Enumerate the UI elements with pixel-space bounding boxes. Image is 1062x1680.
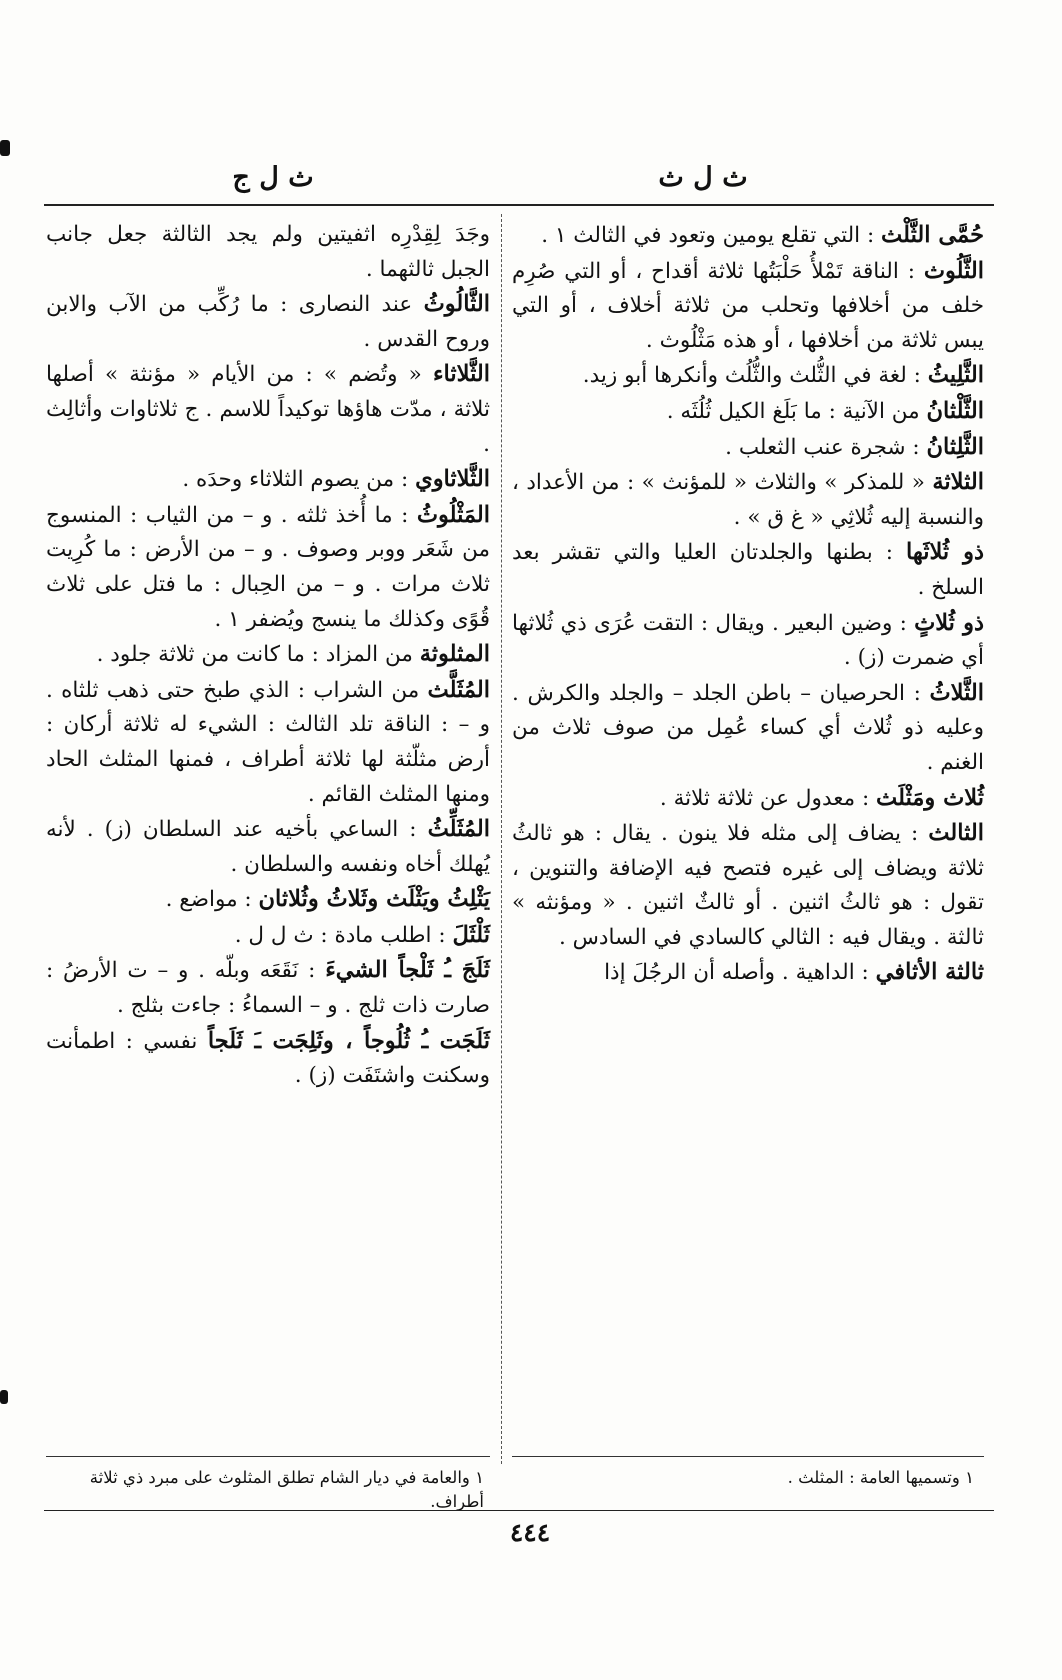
- entry-definition: : الساعي بأخيه عند السلطان (ز) . لأنه يُهلك أخاه ونفسه والسلطان .: [46, 817, 490, 877]
- entry-definition: : اطلب مادة : ث ل ل .: [234, 922, 446, 948]
- dictionary-entry: [512, 955, 984, 991]
- entry-definition: من الشراب : الذي طبخ حتى ذهب ثلثاه . و – : الناقة تلد الثالث : الشيء له ثلاثة أركان : أرض مثلّثة لها ثلاثة أطراف ، فمنها المثلث الحاد ومنها المثلث القائم .: [46, 677, 490, 807]
- entry-definition: : وضين البعير . ويقال : التقت عُرَى ذي ثُلاثها أي ضمرت (ز) .: [512, 610, 984, 671]
- entry-definition: من المزاد : ما كانت من ثلاثة جلود .: [96, 642, 413, 668]
- entry-headword: الثَّلاثاء: [432, 361, 490, 388]
- entry-headword: المَثْلُوثُ: [416, 501, 490, 528]
- dictionary-entry: [512, 781, 984, 817]
- entry-headword: الثالث: [928, 820, 984, 847]
- entry-headword: الثَّالُوثُ: [423, 291, 490, 318]
- dictionary-entry: [46, 287, 490, 357]
- dictionary-entry: [46, 498, 490, 637]
- dictionary-entry: [512, 816, 984, 955]
- entry-definition: « وتُضم » : من الأيام « مؤنثة » أصلها ثلاثة ، مدّت هاؤها توكيداً للاسم . ج ثلاثاوات وأثالِث .: [46, 362, 490, 457]
- entry-headword: الثَّلِيثُ: [927, 362, 984, 389]
- dictionary-entry: [46, 1024, 490, 1094]
- entry-headword: الثَّلاثُ: [929, 679, 984, 706]
- entry-headword: الثَّلاثاوي: [415, 466, 490, 493]
- entry-headword: الثَّلُوث: [923, 257, 985, 284]
- dictionary-entry: [512, 218, 984, 254]
- entry-definition: : نَقَعَه وبلّه . و – ت الأرضُ : صارت ذات ثلج . و – السماءُ : جاءت بثلج .: [46, 958, 490, 1019]
- dictionary-entry: [46, 218, 490, 287]
- entry-headword: المثلوثة: [419, 641, 490, 668]
- entry-definition: وجَدَ لِقِدْرِه اثفيتين ولم يجد الثالثة جعل جانب الجبل ثالثهما .: [46, 222, 490, 282]
- dictionary-entry: [512, 606, 984, 676]
- entry-headword: المُثَلَّث: [427, 676, 490, 703]
- dictionary-entry: [46, 953, 490, 1023]
- dictionary-entry: [46, 918, 490, 954]
- page-number: ٤٤٤: [509, 1518, 551, 1547]
- footnote-rule-right: [512, 1456, 984, 1457]
- dictionary-entry: [46, 637, 490, 673]
- entry-headword: ثالثة الأثافي: [875, 959, 984, 986]
- dictionary-entry: [512, 465, 984, 535]
- header-rule: [44, 204, 994, 206]
- entry-headword: الثَّلِثانُ: [926, 433, 984, 460]
- entry-definition: : لغة في الثُّلث والثُّلُث وأنكرها أبو زيد.: [582, 363, 921, 389]
- dictionary-entry: [512, 535, 984, 605]
- entry-headword: ثُلاث ومَثْلَث: [876, 784, 984, 811]
- entry-definition: : الحرصيان – باطن الجلد – والجلد والكرش . وعليه ذو ثُلاث أي كساء عُمِل من صوف ثلاث من الغنم .: [512, 680, 984, 775]
- entry-definition: عند النصارى : ما رُكِّب من الآب والابن وروح القدس .: [46, 292, 490, 352]
- dictionary-entry: [46, 882, 490, 918]
- entry-definition: : مواضع .: [165, 887, 252, 913]
- dictionary-entry: [46, 812, 490, 882]
- entry-definition: : بطنها والجلدتان العليا والتي تقشر بعد السلخ .: [512, 540, 984, 600]
- column-divider: [501, 214, 502, 1464]
- entry-headword: الثلاثة: [932, 469, 984, 496]
- entry-definition: « للمذكر » والثلاث « للمؤنث » : من الأعداد ، والنسبة إليه ثُلاثِي « غ ق » .: [512, 470, 984, 530]
- right-column-root-heading: ث ل ث: [658, 162, 748, 193]
- dictionary-entry: [46, 673, 490, 812]
- entry-definition: : من يصوم الثلاثاء وحدَه .: [182, 467, 409, 493]
- scan-mark: [0, 140, 10, 156]
- entry-headword: المُثَلِّثُ: [427, 816, 491, 843]
- entry-definition: : الناقة تَمْلأُ حَلْبَتُها ثلاثة أقداح ، أو التي صُرِم خلف من أخلافها وتحلب من ثلاثة أخلاف ، أو التي يبس ثلاثة من أخلافها ، أو هذه مَثْلُوث .: [512, 258, 984, 353]
- footnote-rule-left: [46, 1456, 490, 1457]
- entry-headword: ذو ثُلاثٍ: [914, 609, 985, 636]
- entry-definition: : ما أُخذ ثلثه . و – من الثياب : المنسوج من شَعَر ووبر وصوف . و – من الأرض : ما كُرِيت ثلاث مرات . و – من الحِبال : ما فتل على ثلاث قُوًى وكذلك ما ينسج ويُضفر ١ .: [46, 502, 490, 632]
- entry-definition: : التي تقلع يومين وتعود في الثالث ١ .: [541, 223, 875, 248]
- dictionary-entry: [46, 462, 490, 498]
- left-column: [46, 218, 490, 1094]
- entry-definition: : معدول عن ثلاثة ثلاثة .: [659, 785, 870, 811]
- entry-headword: الثَّلْثانُ: [926, 397, 984, 424]
- left-column-root-heading: ث ل ج: [232, 162, 314, 193]
- entry-definition: : يضاف إلى مثله فلا ينون . يقال : هو ثالثُ ثلاثة ويضاف إلى غيره فتصح فيه الإضافة والتنوين ، تقول : هو ثالثُ اثنين . أو ثالثٌ اثنين . « ومؤنثه » ثالثة . ويقال فيه : الثالي كالسادي في السادس .: [512, 821, 984, 950]
- dictionary-entry: [512, 358, 984, 394]
- right-column: [512, 218, 984, 991]
- dictionary-entry: [512, 394, 984, 430]
- dictionary-entry: [512, 676, 984, 781]
- entry-definition: نفسي : اطمأنت وسكنت واشتَفَت (ز) .: [46, 1028, 490, 1089]
- footnote-right: ١ وتسميها العامة : المثلث .: [787, 1468, 974, 1487]
- dictionary-entry: [46, 357, 490, 462]
- entry-headword: حُمَّى الثَّلْث: [881, 222, 984, 248]
- entry-definition: : شجرة عنب الثعلب .: [725, 434, 920, 460]
- entry-definition: : الداهية . وأصله أن الرجُلَ إذا: [604, 960, 869, 986]
- scan-mark: [0, 1390, 8, 1404]
- entry-headword: يَثْلِثُ ويَثْلَث وثَلاثُ وثُلاثان: [258, 886, 490, 913]
- entry-headword: ثَلَجَ ـُ ثَلْجاً الشيءَ: [325, 957, 490, 984]
- entry-headword: ذو ثُلاثَها: [905, 539, 984, 566]
- footnote-left: ١ والعامة في ديار الشام تطلق المثلوث على مبرد ذي ثلاثة أطراف.: [89, 1468, 484, 1511]
- footer-rule: [44, 1510, 994, 1511]
- dictionary-entry: [512, 254, 984, 359]
- entry-headword: ثَلَجَت ـُ ثُلُوجاً ، وثَلِجَت ـَ ثَلَجاً: [207, 1027, 490, 1054]
- entry-definition: من الآنية : ما بَلَغ الكيل ثُلُثَه .: [666, 398, 920, 424]
- dictionary-entry: [512, 430, 984, 466]
- entry-headword: ثَلْثَلَ: [452, 921, 490, 948]
